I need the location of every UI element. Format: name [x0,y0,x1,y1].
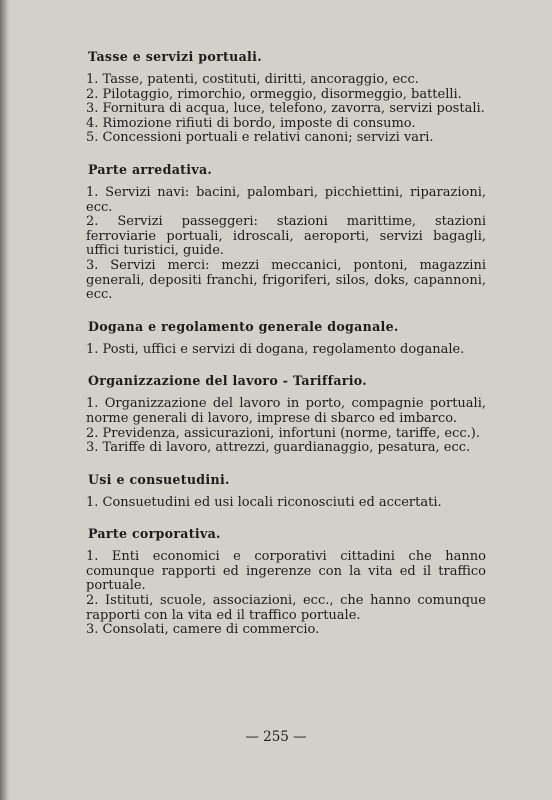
section-heading: Tasse e servizi portuali. [88,49,262,64]
list-item: 2. Pilotaggio, rimorchio, ormeggio, disormeggio, battelli. [86,86,462,102]
page-gutter-shadow [0,0,10,800]
list-item: 1. Organizzazione del lavoro in porto, compagnie portuali, norme generali di lavoro, imprese di sbarco ed imbarco. [86,396,486,426]
section-heading: Parte arredativa. [88,161,213,177]
section-heading: Organizzazione del lavoro - Tariffario. [88,373,367,389]
list-item: 1. Consuetudini ed usi locali riconosciuti ed accertati. [86,494,442,510]
list-item: 2. Previdenza, assicurazioni, infortuni (norme, tariffe, ecc.). [86,425,480,441]
list-item: 1. Enti economici e corporativi cittadini che hanno comunque rapporti ed ingerenze con la vita ed il traffico portuale. [86,549,486,594]
list-item: 5. Concessioni portuali e relativi canoni; servizi vari. [86,130,434,146]
list-item: 3. Consolati, camere di commercio. [86,622,320,638]
section-heading: Usi e consuetudini. [88,471,230,487]
list-item: 1. Tasse, patenti, costituti, diritti, ancoraggio, ecc. [86,72,419,87]
section-usi [86,472,486,511]
list-item: 2. Istituti, scuole, associazioni, ecc., che hanno comunque rapporti con la vita ed il traffico portuale. [86,593,486,623]
list-item: 4. Rimozione rifiuti di bordo, imposte di consumo. [86,115,416,131]
page-number: — 255 — [245,729,307,745]
section-lavoro [86,373,486,455]
list-item: 3. Servizi merci: mezzi meccanici, pontoni, magazzini generali, depositi franchi, frigoriferi, silos, doks, capannoni, ecc. [86,257,486,303]
list-item: 3. Fornitura di acqua, luce, telefono, zavorra, servizi postali. [86,101,485,117]
section-heading: Dogana e regolamento generale doganale. [88,318,399,334]
list-item: 3. Tariffe di lavoro, attrezzi, guardianaggio, pesatura, ecc. [86,440,471,456]
section-tasse [86,49,486,146]
list-item: 1. Servizi navi: bacini, palombari, picchiettini, riparazioni, ecc. [86,184,486,215]
section-dogana [86,319,486,358]
section-corporativa [86,526,486,638]
section-heading: Parte corporativa. [88,526,221,542]
list-item: 2. Servizi passeggeri: stazioni marittime, stazioni ferroviarie portuali, idroscali, aeroporti, servizi bagagli, uffici turistici, guide. [86,214,486,259]
section-arredativa [86,162,486,303]
list-item: 1. Posti, uffici e servizi di dogana, regolamento doganale. [86,341,465,357]
